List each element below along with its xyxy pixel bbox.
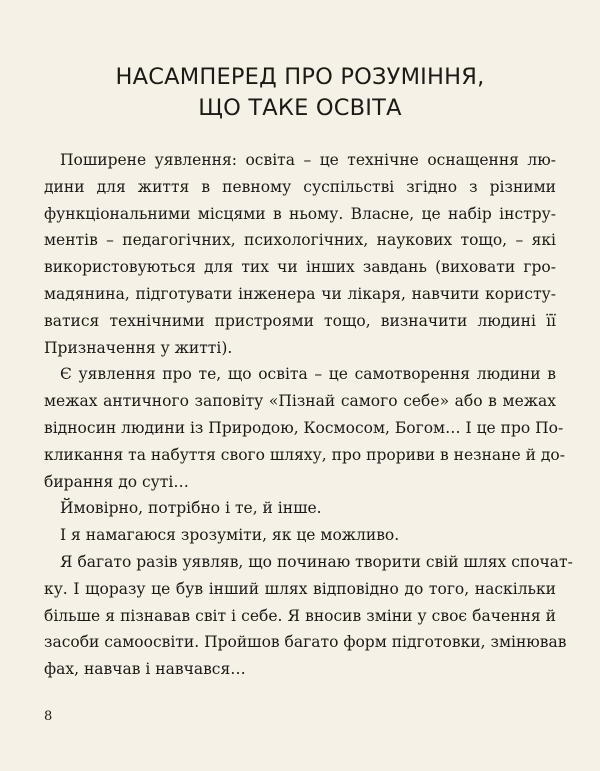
text-line: Я багато разів уявляв, що починаю творити свій шлях спочат- (60, 552, 573, 571)
text-line: ку. І щоразу це був інший шлях відповідно до того, наскільки (44, 579, 556, 598)
text-line: бирання до суті… (44, 472, 189, 491)
paragraph (44, 495, 556, 522)
text-line: Є уявлення про те, що освіта – це самотворення людини в (60, 365, 556, 384)
text-line: засоби самоосвіти. Пройшов багато форм підготовки, змінював (44, 633, 567, 652)
text-line: функціональними місцями в ньому. Власне, це набір інстру- (44, 204, 556, 223)
paragraph (44, 147, 556, 361)
text-line: Поширене уявлення: освіта – це технічне оснащення лю- (60, 151, 556, 169)
text-line: ватися технічними пристроями тощо, визначити людині її (44, 311, 556, 330)
text-line: Ймовірно, потрібно і те, й інше. (60, 499, 322, 518)
chapter-title (0, 62, 600, 124)
page-number: 8 (44, 709, 53, 724)
text-line: Призначення у житті). (44, 338, 233, 357)
chapter-title-line-1: НАСАМПЕРЕД ПРО РОЗУМІННЯ, (115, 64, 485, 90)
text-line: дини для життя в певному суспільстві згідно з різними (44, 177, 556, 196)
text-line: фах, навчав і навчався… (44, 660, 246, 679)
paragraph (44, 522, 556, 549)
text-line: мадянина, підготувати інженера чи лікаря, навчити користу- (44, 284, 556, 303)
chapter-title-line-2: ЩО ТАКЕ ОСВІТА (198, 95, 402, 121)
text-line: ментів – педагогічних, психологічних, наукових тощо, – які (44, 231, 556, 250)
text-line: більше я пізнавав світ і себе. Я вносив зміни у своє бачення й (44, 606, 556, 625)
paragraph (44, 549, 573, 683)
text-line: відносин людини із Природою, Космосом, Богом… І це про По- (44, 418, 564, 437)
body-text (44, 147, 573, 683)
text-line: використовуються для тих чи інших завдань (виховати гро- (44, 258, 556, 277)
text-line: межах античного заповіту «Пізнай самого себе» або в межах (44, 392, 556, 411)
text-line: І я намагаюся зрозуміти, як це можливо. (60, 526, 400, 545)
paragraph (44, 361, 565, 495)
text-line: кликання та набуття свого шляху, про прориви в незнане й до- (44, 445, 565, 464)
